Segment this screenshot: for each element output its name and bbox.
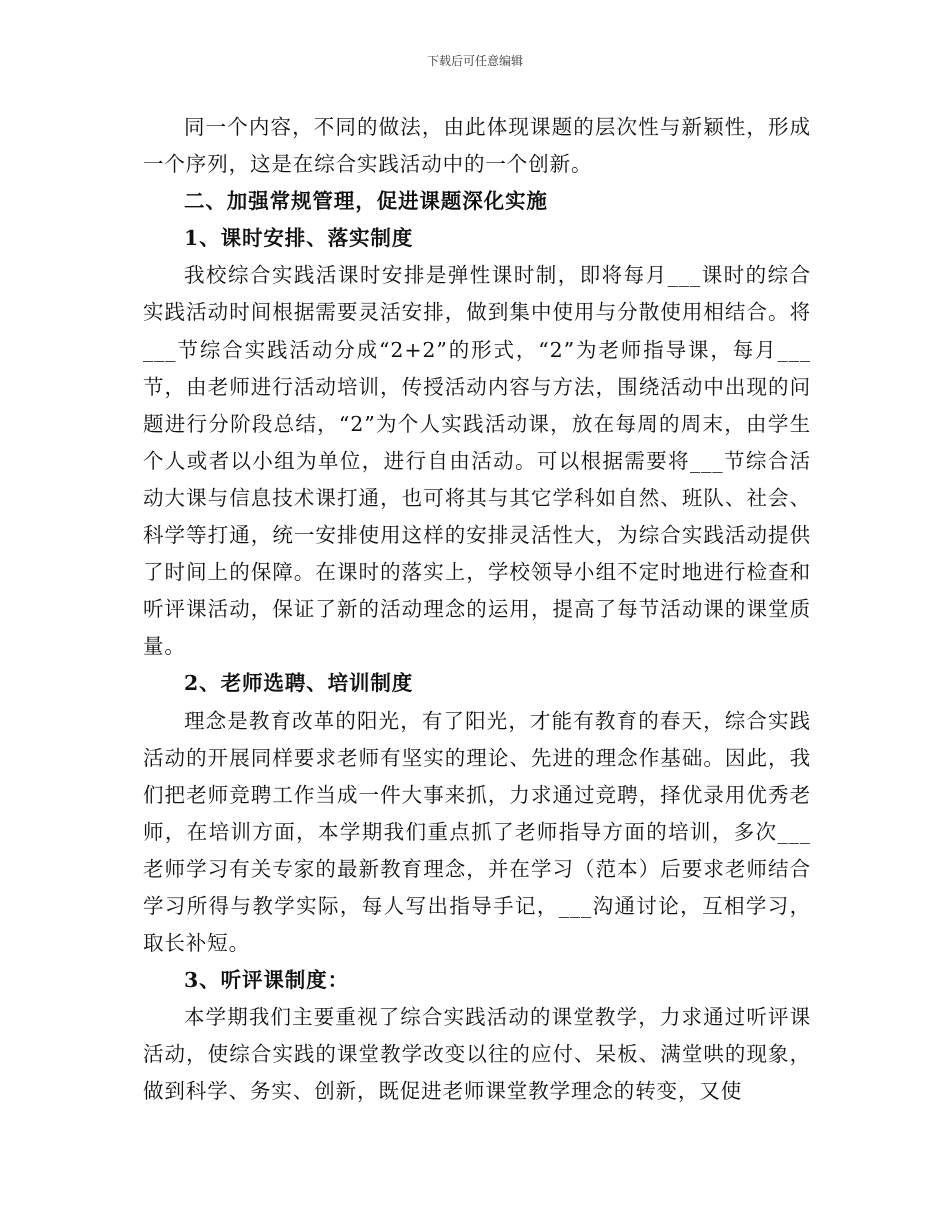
section-heading-2: 二、加强常规管理，促进课题深化实施 bbox=[184, 189, 548, 214]
document-body bbox=[143, 109, 811, 1111]
subsection-heading-class-hours: 1、课时安排、落实制度 bbox=[184, 226, 414, 251]
subsection-heading-teacher-training: 2、老师选聘、培训制度 bbox=[184, 671, 414, 696]
paragraph-class-hours: 我校综合实践活课时安排是弹性课时制，即将每月___课时的综合实践活动时间根据需要灵活安排，做到集中使用与分散使用相结合。将___节综合实践活动分成“2+2”的形式，“2”为老师指导课，每月___节，由老师进行活动培训，传授活动内容与方法，围绕活动中出现的问题进行分阶段总结，“2”为个人实践活动课，放在每周的周末，由学生个人或者以小组为单位，进行自由活动。可以根据需要将___节综合活动大课与信息技术课打通，也可将其与其它学科如自然、班队、社会、科学等打通，统一安排使用这样的安排灵活性大，为综合实践活动提供了时间上的保障。在课时的落实上，学校领导小组不定时地进行检查和听评课活动，保证了新的活动理念的运用，提高了每节活动课的课堂质量。 bbox=[143, 263, 811, 659]
subsection-heading-lesson-evaluation: 3、听评课制度： bbox=[184, 968, 349, 993]
paragraph-intro-continuation: 同一个内容，不同的做法，由此体现课题的层次性与新颖性，形成一个序列，这是在综合实践活动中的一个创新。 bbox=[143, 115, 811, 177]
page-header: 下载后可任意编辑 bbox=[426, 54, 523, 68]
paragraph-lesson-evaluation: 本学期我们主要重视了综合实践活动的课堂教学，力求通过听评课活动，使综合实践的课堂教学改变以往的应付、呆板、满堂哄的现象，做到科学、务实、创新，既促进老师课堂教学理念的转变，又使 bbox=[143, 1005, 811, 1104]
paragraph-teacher-training: 理念是教育改革的阳光，有了阳光，才能有教育的春天，综合实践活动的开展同样要求老师有坚实的理论、先进的理念作基础。因此，我们把老师竞聘工作当成一件大事来抓，力求通过竞聘，择优录用优秀老师，在培训方面，本学期我们重点抓了老师指导方面的培训，多次___老师学习有关专家的最新教育理念，并在学习（范本）后要求老师结合学习所得与教学实际，每人写出指导手记，___沟通讨论，互相学习，取长补短。 bbox=[143, 708, 811, 956]
